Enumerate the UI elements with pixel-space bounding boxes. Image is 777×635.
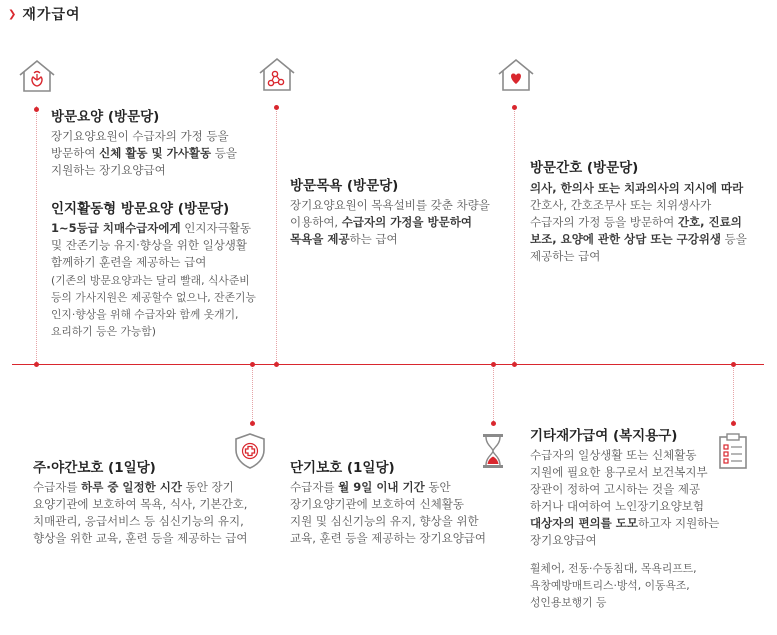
text-run: 동안 장기 xyxy=(181,480,234,494)
text-line xyxy=(51,306,256,323)
house-network-icon xyxy=(258,56,296,94)
emphasis-text: 하루 중 일정한 시간 xyxy=(81,480,182,494)
text-line xyxy=(530,481,719,498)
text-run: 휠체어, 전동·수동침대, 목욕리프트, xyxy=(530,562,697,575)
text-run: 수급자를 xyxy=(290,480,339,494)
text-line xyxy=(51,254,251,271)
text-line xyxy=(33,513,247,530)
text-line xyxy=(290,530,486,547)
text-line xyxy=(33,530,247,547)
timeline-dot xyxy=(731,421,736,426)
text-line xyxy=(33,479,247,496)
text-run: 방문하여 xyxy=(51,146,100,160)
text-run: 치매관리, 응급서비스 등 심신기능의 유지, xyxy=(33,514,244,528)
text-run: 수급자를 xyxy=(33,480,82,494)
text-line xyxy=(51,323,256,340)
timeline-dot xyxy=(34,362,39,367)
text-line xyxy=(530,577,697,594)
text-run: 제공하는 급여 xyxy=(530,249,601,263)
text-run: 지원에 필요한 용구로서 보건복지부 xyxy=(530,465,708,479)
text-line xyxy=(530,248,747,265)
text-line xyxy=(530,515,719,532)
text-line xyxy=(530,214,747,231)
text-run: 지원하는 장기요양급여 xyxy=(51,163,166,177)
text-line xyxy=(51,128,237,145)
timeline-dot xyxy=(491,421,496,426)
emphasis-text: 대상자의 편의를 도모 xyxy=(530,516,638,530)
text-line xyxy=(51,237,251,254)
text-line xyxy=(530,464,719,481)
text-run: 인지·향상을 위해 수급자와 함께 옷개기, xyxy=(51,308,239,321)
text-run: 하고자 지원하는 xyxy=(638,516,720,530)
text-line xyxy=(290,479,486,496)
text-line xyxy=(290,197,490,214)
text-run: 성인용보행기 등 xyxy=(530,596,607,609)
text-line xyxy=(290,513,486,530)
timeline-dot xyxy=(274,105,279,110)
text-run: 등을 xyxy=(211,146,237,160)
text-run: 및 잔존기능 유지·향상을 위한 일상생활 xyxy=(51,238,248,252)
page-title: 재가급여 xyxy=(22,7,81,23)
section-body xyxy=(290,197,490,248)
text-run: 교육, 훈련 등을 제공하는 장기요양급여 xyxy=(290,531,487,545)
text-line xyxy=(530,498,719,515)
section-body xyxy=(530,180,747,265)
section-title: 방문간호 (방문당) xyxy=(530,160,639,176)
hourglass-icon xyxy=(481,433,505,469)
section-body xyxy=(51,220,251,271)
timeline-connector xyxy=(276,106,277,364)
text-line xyxy=(51,289,256,306)
shield-cross-icon xyxy=(233,432,267,470)
text-run: 요리하기 등은 가능함) xyxy=(51,325,156,338)
text-run: 등을 xyxy=(721,232,747,246)
text-line xyxy=(51,220,251,237)
house-heart-icon xyxy=(497,57,535,93)
timeline-connector xyxy=(514,106,515,364)
text-run: 욕창예방매트리스·방석, 이동욕조, xyxy=(530,579,690,592)
text-run: 함께하기 훈련을 제공하는 급여 xyxy=(51,255,207,269)
text-line xyxy=(530,197,747,214)
text-run: 장기요양요원이 수급자의 가정 등을 xyxy=(51,129,229,143)
emphasis-text: 의사, 한의사 또는 치과의사의 지시에 따라 xyxy=(530,181,744,195)
timeline-dot xyxy=(250,421,255,426)
section-title: 주·야간보호 (1일당) xyxy=(33,460,156,476)
emphasis-text: 월 9일 이내 기간 xyxy=(338,480,425,494)
text-run: 이용하여, xyxy=(290,215,342,229)
text-run: 수급자의 가정 등을 방문하여 xyxy=(530,215,678,229)
text-run: 하거나 대여하여 노인장기요양보험 xyxy=(530,499,704,513)
page-heading xyxy=(8,5,81,23)
text-line xyxy=(530,560,697,577)
timeline-connector xyxy=(493,365,494,423)
section-subtitle: 인지활동형 방문요양 (방문당) xyxy=(51,201,230,217)
text-line xyxy=(290,214,490,231)
text-run: 동안 xyxy=(424,480,451,494)
text-line xyxy=(530,231,747,248)
text-run: 하는 급여 xyxy=(349,232,398,246)
timeline-axis xyxy=(12,364,764,365)
section-note xyxy=(530,560,697,611)
text-run: 장기요양기관에 보호하여 신체활동 xyxy=(290,497,464,511)
text-run: 장관이 정하여 고시하는 것을 제공 xyxy=(530,482,701,496)
text-run: 장기요양급여 xyxy=(530,533,597,547)
text-run: 요양기관에 보호하여 목욕, 식사, 기본간호, xyxy=(33,497,248,511)
emphasis-text: 수급자의 가정을 방문하여 xyxy=(341,215,472,229)
text-run: 수급자의 일상생활 또는 신체활동 xyxy=(530,448,697,462)
clipboard-checklist-icon xyxy=(717,432,749,470)
text-run: 간호사, 간호조무사 또는 치위생사가 xyxy=(530,198,712,212)
timeline-dot xyxy=(512,105,517,110)
section-title: 기타재가급여 (복지용구) xyxy=(530,428,678,444)
text-line xyxy=(290,496,486,513)
section-body xyxy=(51,128,237,179)
text-line xyxy=(51,145,237,162)
emphasis-text: 보조, 요양에 관한 상담 또는 구강위생 xyxy=(530,232,722,246)
timeline-connector xyxy=(252,365,253,423)
text-line xyxy=(530,594,697,611)
text-line xyxy=(530,180,747,197)
text-line xyxy=(51,162,237,179)
section-note xyxy=(51,272,256,340)
text-run: (기존의 방문요양과는 달리 빨래, 식사준비 xyxy=(51,274,250,287)
timeline-dot xyxy=(731,362,736,367)
section-body xyxy=(290,479,486,547)
text-line xyxy=(290,231,490,248)
section-body xyxy=(33,479,247,547)
timeline-dot xyxy=(274,362,279,367)
text-line xyxy=(33,496,247,513)
section-title: 방문목욕 (방문당) xyxy=(290,178,399,194)
text-run: 등의 가사지원은 제공할수 없으나, 잔존기능 xyxy=(51,291,256,304)
timeline-connector xyxy=(36,106,37,364)
section-body xyxy=(530,447,719,549)
timeline-dot xyxy=(250,362,255,367)
emphasis-text: 신체 활동 및 가사활동 xyxy=(99,146,212,160)
text-line xyxy=(530,532,719,549)
text-line xyxy=(530,447,719,464)
chevron-right-icon: ❯ xyxy=(8,8,17,20)
text-run: 장기요양요원이 목욕설비를 갖춘 차량을 xyxy=(290,198,490,212)
text-line xyxy=(51,272,256,289)
house-flower-icon xyxy=(18,58,56,94)
text-run: 지원 및 심신기능의 유지, 향상을 위한 xyxy=(290,514,479,528)
emphasis-text: 목욕을 제공 xyxy=(290,232,350,246)
section-title: 방문요양 (방문당) xyxy=(51,109,160,125)
emphasis-text: 1~5등급 치매수급자에게 xyxy=(51,221,181,235)
text-run: 인지자극활동 xyxy=(180,221,251,235)
timeline-dot xyxy=(34,107,39,112)
section-title: 단기보호 (1일당) xyxy=(290,460,395,476)
timeline-connector xyxy=(733,365,734,423)
text-run: 향상을 위한 교육, 훈련 등을 제공하는 급여 xyxy=(33,531,248,545)
emphasis-text: 간호, 진료의 xyxy=(677,215,742,229)
timeline-dot xyxy=(491,362,496,367)
timeline-dot xyxy=(512,362,517,367)
